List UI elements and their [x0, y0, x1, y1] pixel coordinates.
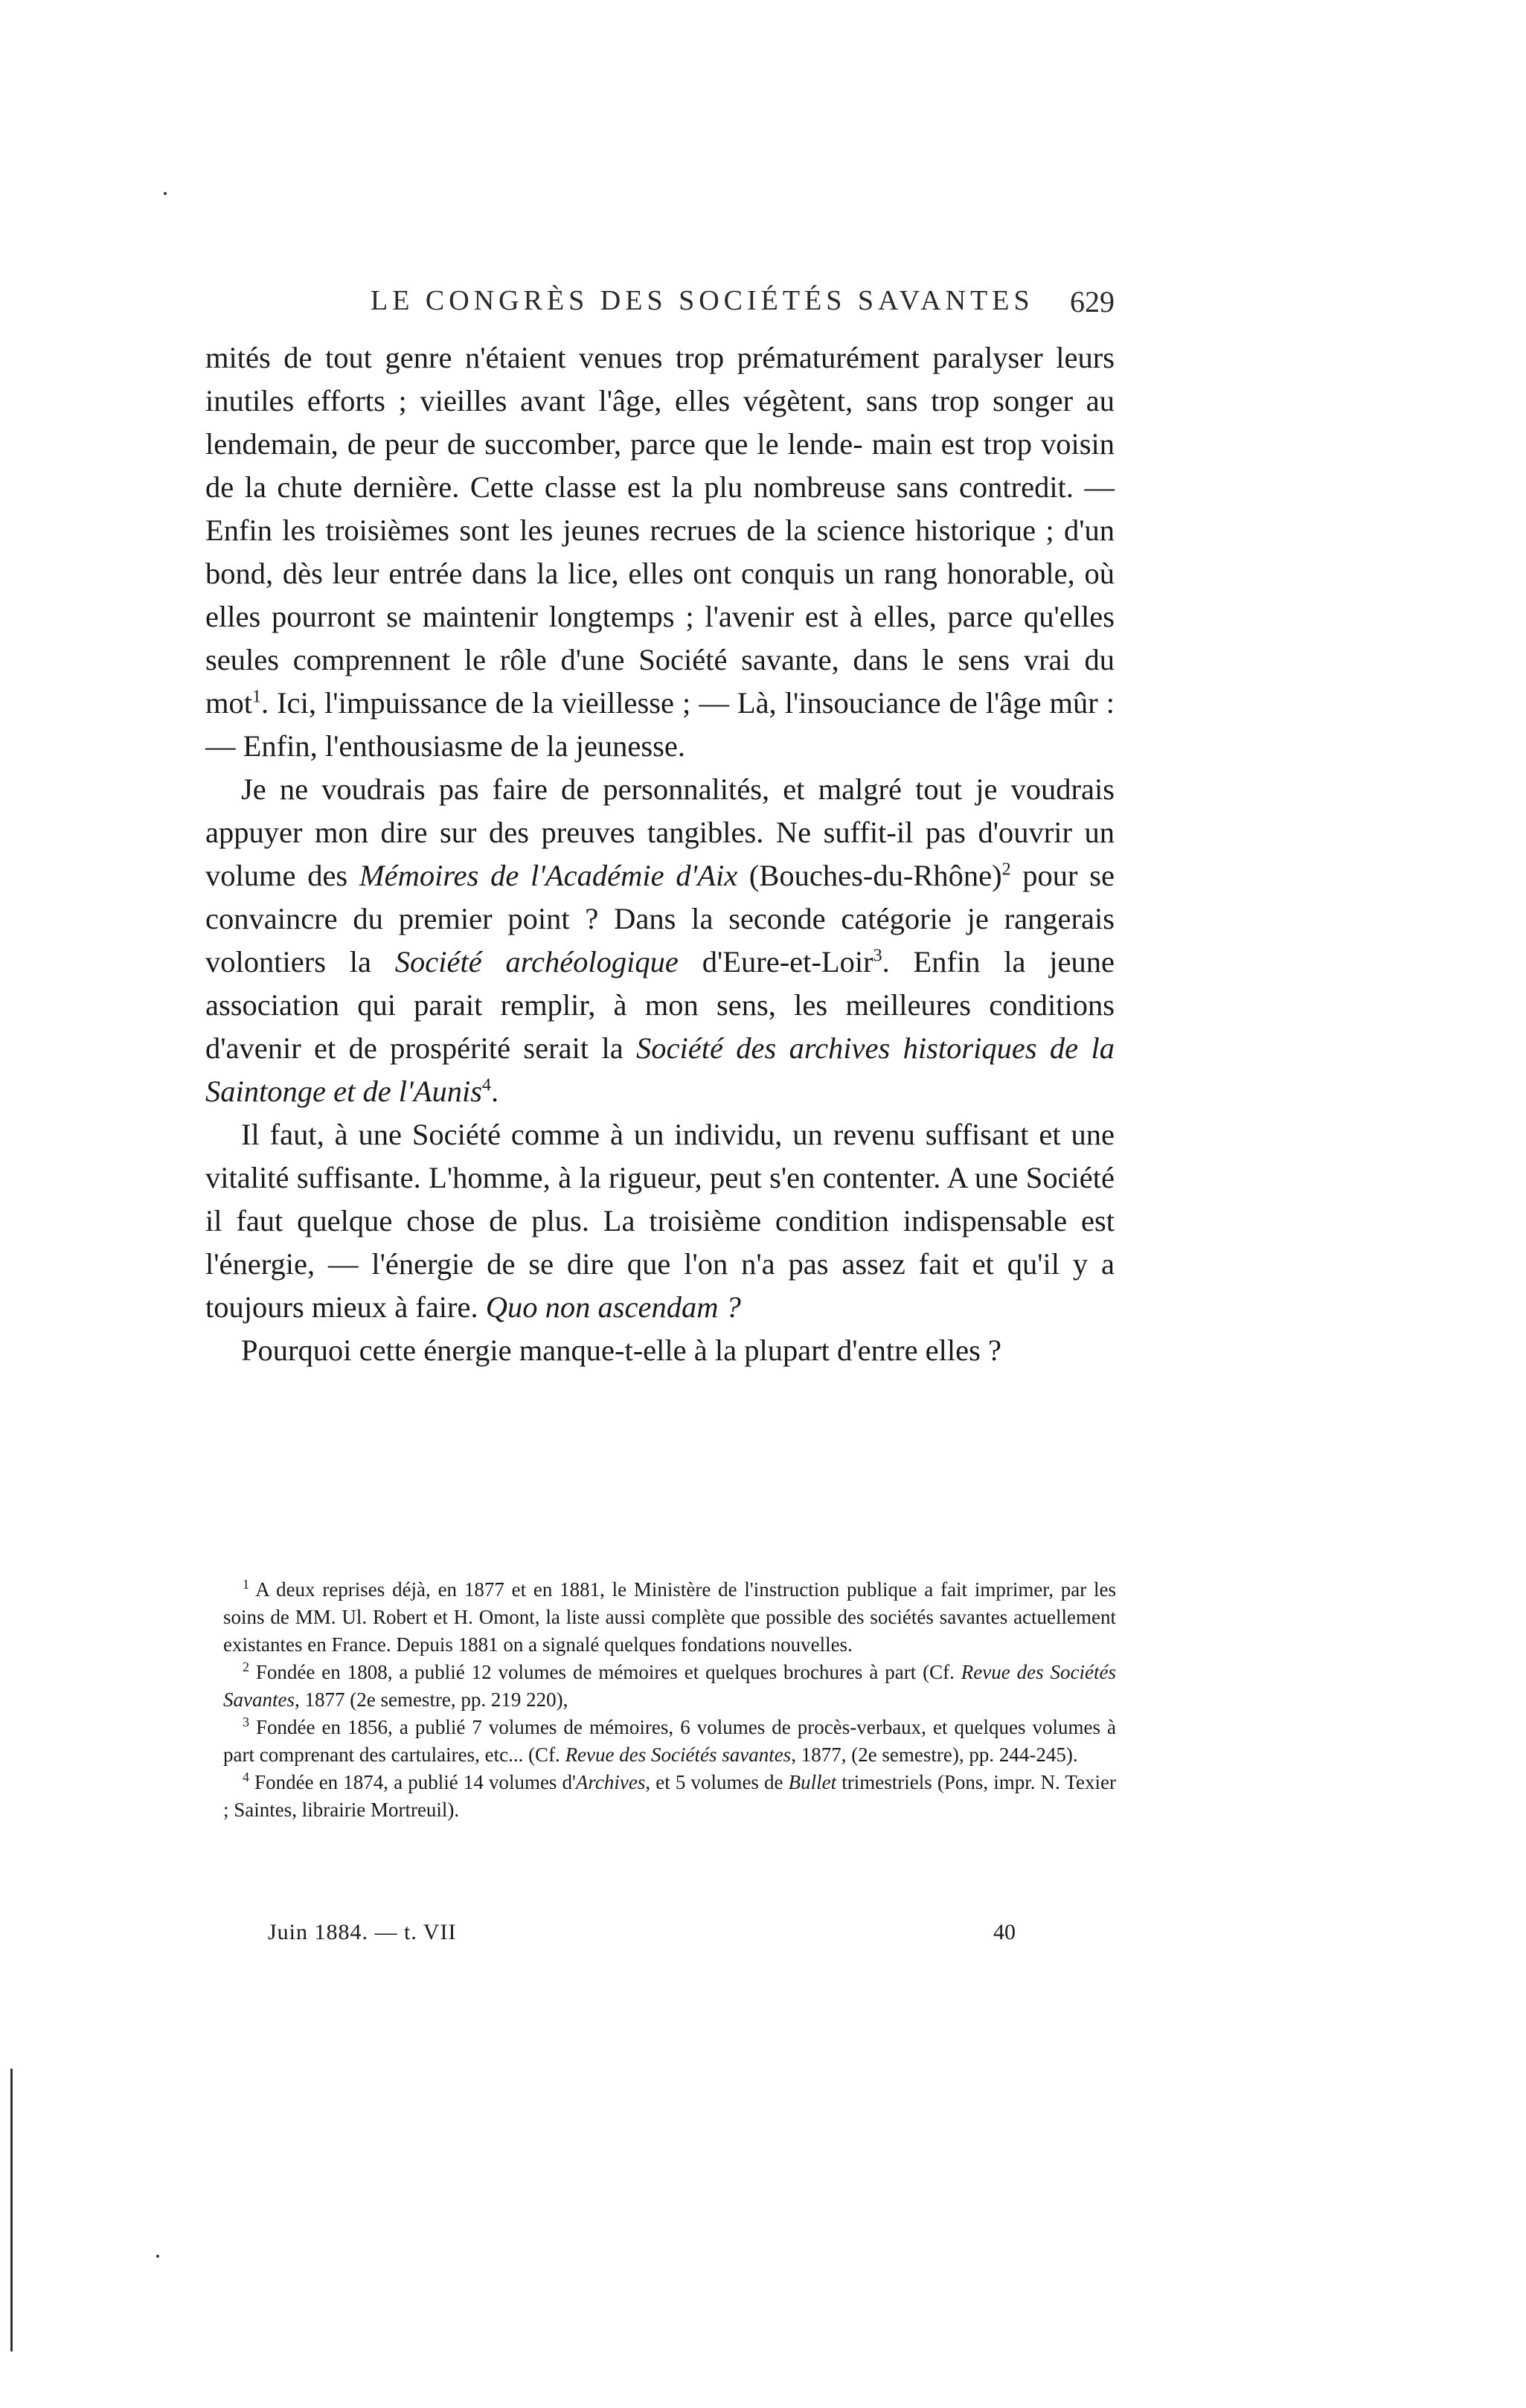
paragraph-2	[205, 768, 1115, 1113]
text-run: .	[490, 1075, 499, 1108]
page-number: 629	[1070, 285, 1115, 318]
paragraph-1	[205, 336, 1115, 768]
running-title: LE CONGRÈS DES SOCIÉTÉS SAVANTES	[371, 285, 1034, 316]
footnote-ref-4: 4	[481, 1075, 491, 1095]
footnote-italic: Archives	[575, 1771, 646, 1793]
signature-number: 40	[993, 1920, 1016, 1944]
italic-title: Société archéologique	[394, 945, 679, 979]
footnote-text: , 1877 (2e semestre, pp. 219 220),	[294, 1688, 568, 1711]
footnote-ref-1: 1	[252, 687, 262, 707]
scan-speck	[164, 192, 167, 195]
line: songer au lendemain, de peur de succomber, parce que le lende-	[205, 384, 1115, 461]
footnote-4	[223, 1769, 1116, 1824]
footnote-italic: Revue des Sociétés savantes	[565, 1743, 792, 1766]
italic-title: Société des archives historiques de la Saintonge et de l'Aunis	[205, 1031, 1115, 1108]
italic-title: Mémoires de l'Académie d'Aix	[359, 859, 738, 892]
footnote-ref-2: 2	[1001, 859, 1011, 880]
footnote-italic: Bullet	[788, 1771, 837, 1793]
text-run: Il faut, à une Société comme à un individu, un revenu suffisant et une vitalité suffisante. L'homme, à la rigueur, peut s'en contenter. A une Société il faut quelque chose de plus. La troisième condition indispensable est l'énergie, — l'énergie de se dire que l'on n'a pas assez fait et qu'il y a toujours mieux à faire.	[205, 1118, 1115, 1324]
line: leurs inutiles efforts ; vieilles avant l'âge, elles végètent, sans trop	[205, 341, 1115, 417]
latin-quote: Quo non ascendam ?	[485, 1290, 741, 1324]
line: . Ici, l'impuissance de la vieillesse ; — Là, l'insouciance de	[261, 686, 978, 720]
footnote-2	[223, 1659, 1116, 1714]
line: comprennent le rôle d'une Société savante, dans le sens vrai du	[292, 643, 1115, 676]
line: nombreuse sans contredit. — Enfin les troisièmes sont les jeunes	[205, 470, 1115, 547]
line: recrues de la science historique ; d'un bond, dès leur entrée dans	[205, 513, 1115, 590]
footnote-italic: Revue des Sociétés Savantes	[223, 1661, 1116, 1711]
footnote-text: Fondée en 1856, a publié 7 volumes de mémoires, 6 volumes de procès-verbaux, et quelques volumes à part comprenant des cartulaires, etc... (Cf.	[223, 1716, 1116, 1766]
text-run: pour se convaincre du premier point ? Dans la seconde catégorie je rangerais volontiers la	[205, 859, 1115, 979]
paragraph-3	[205, 1113, 1115, 1329]
footnote-3	[223, 1714, 1116, 1769]
text-run: Je ne voudrais pas faire de personnalités, et malgré tout je voudrais appuyer mon dire sur des preuves tangibles. Ne suffit-il pas d'ouvrir un volume des	[205, 772, 1115, 892]
footnote-text: , 1877, (2e semestre), pp. 244-245).	[791, 1743, 1078, 1766]
main-text	[205, 336, 1115, 1372]
scan-edge-mark	[10, 2069, 13, 2351]
footnote-text: A deux reprises déjà, en 1877 et en 1881, le Ministère de l'instruction publique a fait imprimer, par les soins de MM. Ul. Robert et H. Omont, la liste aussi complète que possible des sociétés savantes actuellement existantes en France. Depuis 1881 on a signalé quelques fondations nouvelles.	[223, 1578, 1116, 1656]
line: la lice, elles ont conquis un rang honorable, où elles pourront se	[205, 557, 1115, 633]
footnote-number: 1	[243, 1577, 249, 1592]
footnote-text: trimestriels (Pons, impr. N. Texier ; Saintes, librairie Mortreuil).	[223, 1771, 1117, 1821]
text-run: (Bouches-du-Rhône)	[737, 859, 1002, 892]
footnote-number: 3	[243, 1714, 249, 1729]
line: maintenir longtemps ; l'avenir est à elles, parce qu'elles seules	[205, 600, 1115, 676]
footnote-1	[223, 1576, 1116, 1659]
text-run: d'Eure-et-Loir	[678, 945, 873, 979]
paragraph-4: Pourquoi cette énergie manque-t-elle à la plupart d'entre elles ?	[241, 1333, 1001, 1367]
running-header	[205, 284, 1115, 336]
footnote-number: 4	[243, 1770, 249, 1784]
word-mot: mot	[205, 686, 253, 720]
footnote-text: Fondée en 1808, a publié 12 volumes de mémoires et quelques brochures à part (Cf.	[249, 1661, 961, 1683]
scan-speck	[156, 2255, 159, 2258]
footnote-ref-3: 3	[873, 946, 882, 966]
line: l'âge mûr : — Enfin, l'enthousiasme de la jeunesse.	[205, 686, 1115, 763]
text-run: . Enfin la jeune association qui parait remplir, à mon sens, les meilleures conditions d'avenir et de prospérité serait la	[205, 945, 1115, 1065]
signature-date: Juin 1884. — t. VII	[268, 1920, 457, 1944]
footnote-text: Fondée en 1874, a publié 14 volumes d'	[249, 1771, 576, 1793]
line: mités de tout genre n'étaient venues trop prématurément paralyser	[205, 341, 1043, 374]
line: main est trop voisin de la chute dernière. Cette classe est la plu	[205, 427, 1115, 504]
footnotes	[223, 1576, 1116, 1824]
footnote-number: 2	[243, 1659, 249, 1674]
signature-line	[268, 1920, 1086, 1957]
footnote-text: , et 5 volumes de	[645, 1771, 789, 1793]
